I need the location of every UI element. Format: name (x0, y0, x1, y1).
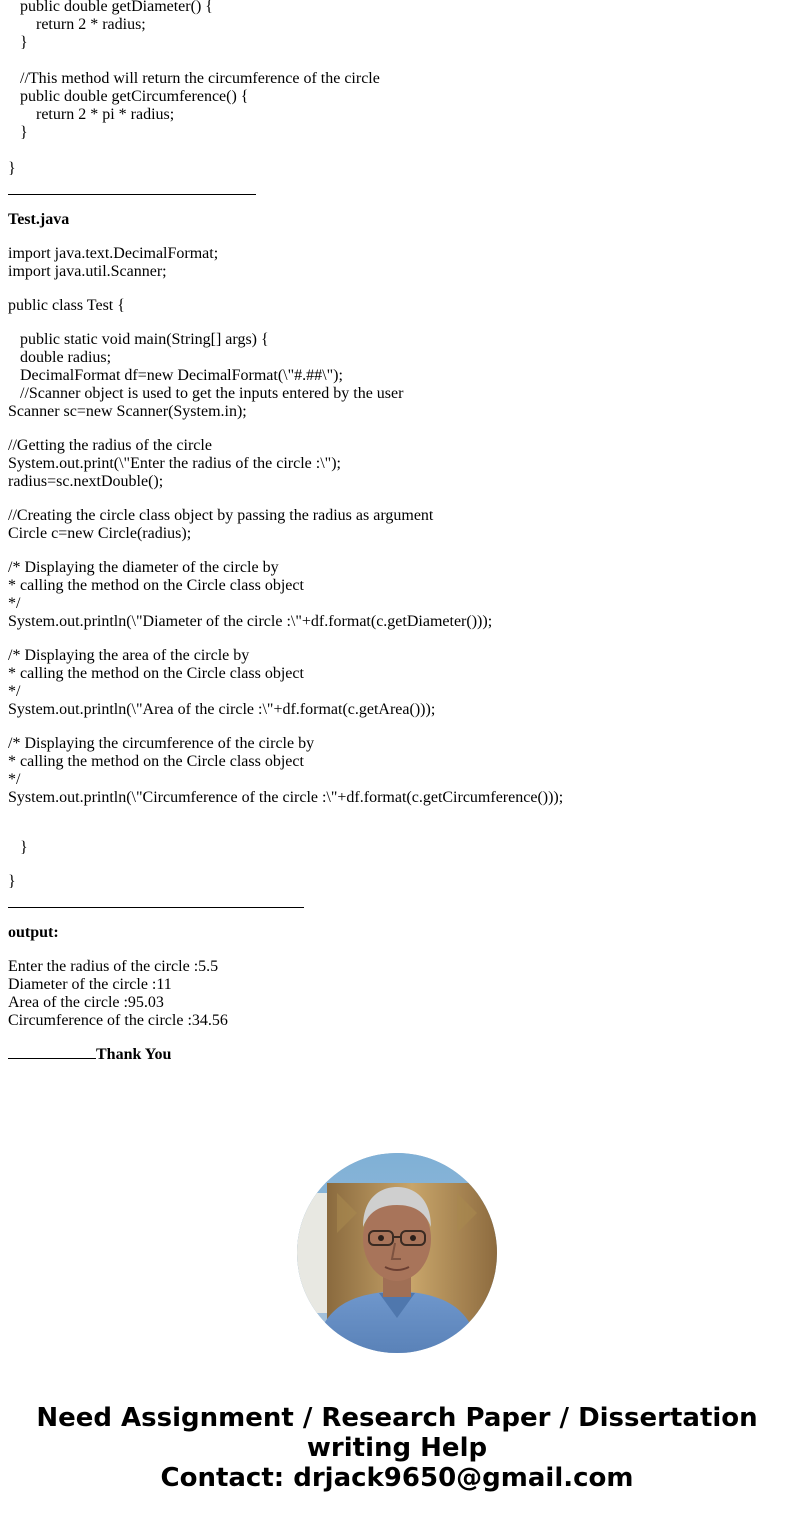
code-line: public double getDiameter() { (20, 0, 213, 15)
code-line: * calling the method on the Circle class object (8, 577, 304, 594)
code-line: } (8, 873, 16, 890)
avatar-photo (297, 1153, 497, 1353)
code-line: import java.util.Scanner; (8, 263, 167, 280)
test-class-declaration (8, 297, 786, 315)
code-line: DecimalFormat df=new DecimalFormat(\"#.##\"); (20, 367, 343, 384)
test-close-class (8, 873, 786, 891)
code-line: } (20, 839, 28, 856)
section-divider (8, 907, 304, 908)
test-create-object (8, 507, 786, 543)
test-main-method (8, 331, 786, 421)
blank-gap (8, 823, 786, 839)
test-display-circumference (8, 735, 786, 807)
output-line: Diameter of the circle :11 (8, 976, 172, 993)
code-line: System.out.println(\"Area of the circle :\"+df.format(c.getArea())); (8, 701, 436, 718)
test-display-diameter (8, 559, 786, 631)
promo-line: writing Help (306, 1433, 488, 1463)
code-line: } (20, 34, 28, 51)
output-line: Enter the radius of the circle :5.5 (8, 958, 219, 975)
document-body (8, 0, 786, 1064)
code-line: * calling the method on the Circle class object (8, 753, 304, 770)
code-line: public double getCircumference() { (20, 88, 249, 105)
code-line: return 2 * pi * radius; (36, 106, 175, 123)
thank-you-line (8, 1046, 786, 1064)
code-line: } (8, 160, 16, 177)
code-line: //Creating the circle class object by passing the radius as argument (8, 507, 434, 524)
section-divider (8, 194, 256, 195)
promo-contact: Contact: drjack9650@gmail.com (160, 1463, 634, 1493)
code-line: */ (8, 683, 21, 700)
code-line: /* Displaying the area of the circle by (8, 647, 250, 664)
code-line: Scanner sc=new Scanner(System.in); (8, 403, 247, 420)
test-display-area (8, 647, 786, 719)
test-imports (8, 245, 786, 281)
promo-banner (0, 1403, 794, 1493)
code-line: public static void main(String[] args) { (20, 331, 269, 348)
code-line: /* Displaying the circumference of the circle by (8, 735, 315, 752)
code-line: radius=sc.nextDouble(); (8, 473, 164, 490)
code-line: double radius; (20, 349, 112, 366)
underline-dash (8, 1046, 96, 1059)
code-line: * calling the method on the Circle class object (8, 665, 304, 682)
code-line: //Scanner object is used to get the inputs entered by the user (20, 385, 404, 402)
code-line: //Getting the radius of the circle (8, 437, 212, 454)
output-heading: output: (8, 924, 59, 941)
circle-class-tail (8, 0, 786, 178)
code-line: System.out.print(\"Enter the radius of the circle :\"); (8, 455, 341, 472)
code-line: public class Test { (8, 297, 125, 314)
author-avatar (297, 1153, 497, 1353)
test-get-radius (8, 437, 786, 491)
thank-you-text: Thank You (96, 1046, 172, 1063)
code-line: System.out.println(\"Circumference of the circle :\"+df.format(c.getCircumference())); (8, 789, 564, 806)
promo-line: Need Assignment / Research Paper / Dissertation (36, 1403, 758, 1433)
code-line: } (20, 124, 28, 141)
code-line: */ (8, 771, 21, 788)
output-block (8, 958, 786, 1030)
test-java-heading: Test.java (8, 211, 70, 228)
code-line: */ (8, 595, 21, 612)
output-line: Circumference of the circle :34.56 (8, 1012, 228, 1029)
code-line: /* Displaying the diameter of the circle by (8, 559, 279, 576)
code-line: //This method will return the circumference of the circle (20, 70, 380, 87)
test-close-method (8, 839, 786, 857)
code-line: Circle c=new Circle(radius); (8, 525, 192, 542)
code-line (8, 142, 786, 160)
code-line: import java.text.DecimalFormat; (8, 245, 219, 262)
code-line (8, 52, 786, 70)
code-line: return 2 * radius; (36, 16, 146, 33)
output-line: Area of the circle :95.03 (8, 994, 164, 1011)
code-line: System.out.println(\"Diameter of the circle :\"+df.format(c.getDiameter())); (8, 613, 493, 630)
